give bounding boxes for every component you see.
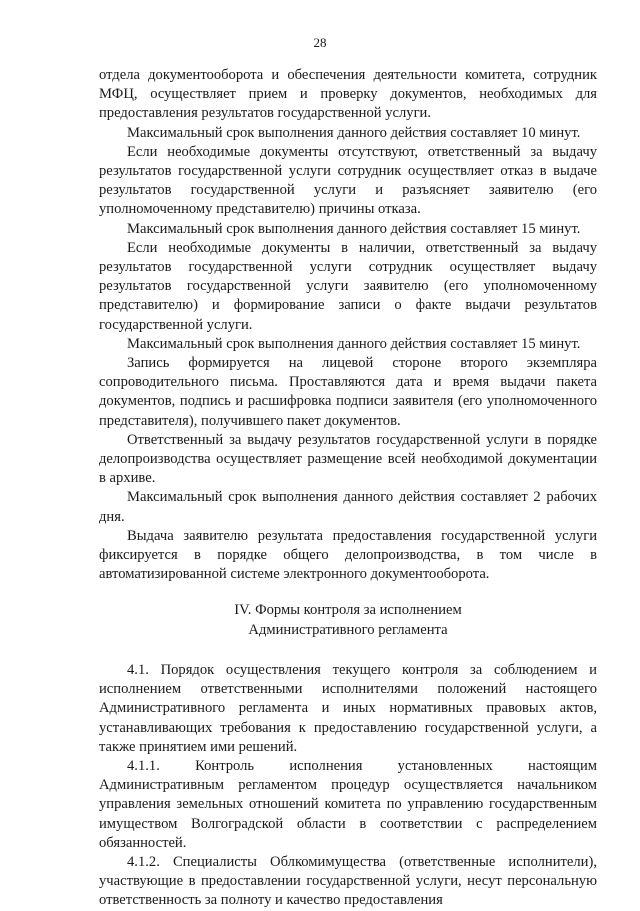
paragraph: Если необходимые документы в наличии, ответственный за выдачу результатов государственной услуги сотрудник осуществляет выдачу результатов государственной услуги заявителю (его уполномоченному представителю) и формирование записи о факте выдачи результатов государственной услуги. xyxy=(99,239,597,333)
paragraph: Максимальный срок выполнения данного действия составляет 10 минут. xyxy=(127,124,581,141)
paragraph: 4.1. Порядок осуществления текущего контроля за соблюдением и исполнением ответственными исполнителями положений настоящего Административного регламента и иных нормативных правовых актов, устанавливающих требования к предоставлению государственной услуги, а также принятием ими решений. xyxy=(99,661,597,755)
paragraph: Ответственный за выдачу результатов государственной услуги в порядке делопроизводства осуществляет размещение всей необходимой документации в архиве. xyxy=(99,431,597,487)
paragraph: Максимальный срок выполнения данного действия составляет 15 минут. xyxy=(127,335,581,352)
section-heading xyxy=(99,601,597,639)
paragraph: 4.1.1. Контроль исполнения установленных настоящим Административным регламентом процедур осуществляется начальником управления земельных отношений комитета по управлению государственным имуществом Волгоградской области в соответствии с распределением обязанностей. xyxy=(99,757,597,851)
section-heading-line: IV. Формы контроля за исполнением xyxy=(234,602,462,619)
paragraph: Выдача заявителю результата предоставления государственной услуги фиксируется в порядке общего делопроизводства, в том числе в автоматизированной системе электронного документооборота. xyxy=(99,527,597,583)
paragraph: Максимальный срок выполнения данного действия составляет 2 рабочих дня. xyxy=(99,489,597,525)
paragraph: 4.1.2. Специалисты Облкомимущества (ответственные исполнители), участвующие в предоставлении государственной услуги, несут персональную ответственность за полноту и качество предоставления xyxy=(99,853,597,909)
paragraph: Максимальный срок выполнения данного действия составляет 15 минут. xyxy=(127,220,581,237)
paragraph: Запись формируется на лицевой стороне второго экземпляра сопроводительного письма. Проставляются дата и время выдачи пакета документов, подпись и расшифровка подписи заявителя (его уполномоченного представителя), получившего пакет документов. xyxy=(99,355,597,429)
paragraph: Если необходимые документы отсутствуют, ответственный за выдачу результатов государственной услуги сотрудник осуществляет отказ в выдаче результатов государственной услуги и разъясняет заявителю (его уполномоченному представителю) причины отказа. xyxy=(99,143,597,218)
document-body xyxy=(99,66,597,911)
page-number: 28 xyxy=(313,35,327,50)
section-heading-line: Административного регламента xyxy=(248,621,448,638)
paragraph: отдела документооборота и обеспечения деятельности комитета, сотрудник МФЦ, осуществляет прием и проверку документов, необходимых для предоставления результатов государственной услуги. xyxy=(99,67,597,122)
